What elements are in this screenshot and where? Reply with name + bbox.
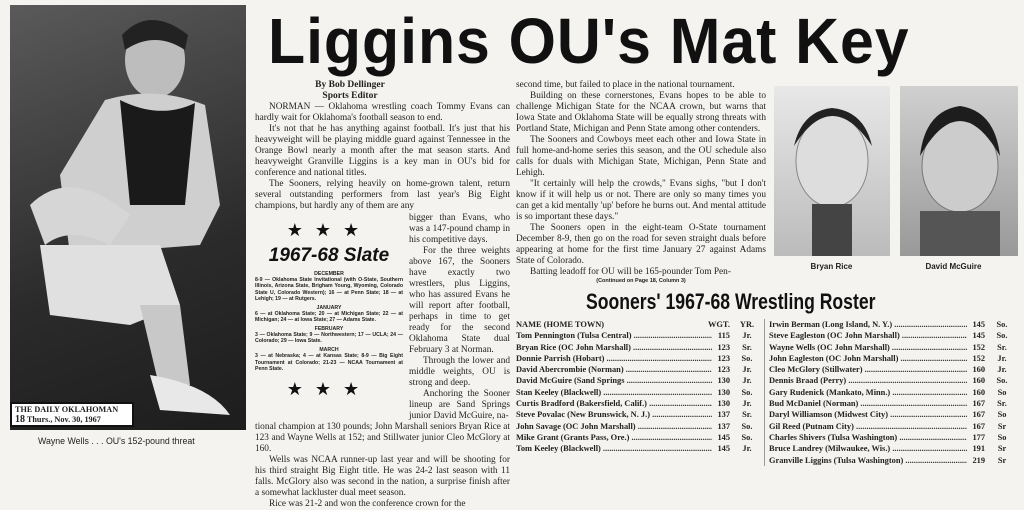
masthead-date: Thurs., Nov. 30, 1967 [26, 414, 101, 424]
roster-row [769, 353, 1019, 364]
roster-name: Curtis Bradford (Bakersfield, Calif.) ..... [516, 398, 712, 409]
roster-row [769, 398, 1019, 409]
article-paragraph: bigger than Evans, who was a 147-pound champ in his competitive days. [409, 213, 510, 245]
slate-schedule [255, 271, 403, 372]
roster-year: Jr. [742, 331, 752, 341]
roster-year: So. [741, 387, 753, 397]
roster-year: Sr. [997, 342, 1007, 352]
roster-weight: 145 [972, 320, 985, 329]
portrait-david-mcguire [900, 86, 1018, 256]
roster-row [769, 364, 1019, 375]
roster-name: Steve Eagleston (OC John Marshall) ..... [769, 330, 967, 341]
portrait-face-icon [774, 86, 890, 256]
slate-title: 1967-68 Slate [268, 245, 390, 266]
masthead-paper: THE DAILY OKLAHOMAN [15, 405, 119, 414]
roster-weight: 160 [972, 387, 985, 397]
article-paragraph: second time, but failed to place in the national tournament. [516, 80, 735, 90]
roster-row [769, 375, 1019, 386]
portrait-bryan-rice [774, 86, 890, 256]
roster-left-column [516, 319, 764, 466]
roster-year: Sr. [742, 342, 752, 352]
article-column-1-narrow [409, 213, 510, 422]
schedule-month: DECEMBER [314, 271, 344, 277]
roster-year: Sr [997, 444, 1007, 454]
header-weight: WGT. [708, 320, 730, 329]
article-paragraph: Building on these cornerstones, Evans hopes to be able to challenge Michigan State for the NCAA crown, but warns that Iowa State and Oklahoma State will be equally strong threats with Portland State, Michigan and Penn State among other contenders. [516, 91, 766, 134]
roster-name: Bryan Rice (OC John Marshall) ..... [516, 342, 712, 353]
slate-box [255, 213, 403, 400]
byline-author: By Bob Dellinger [315, 80, 385, 90]
photo-caption: Wayne Wells . . . OU's 152-pound threat [38, 436, 195, 446]
roster-year: So [997, 432, 1007, 442]
roster-name: John Savage (OC John Marshall) ..... [516, 421, 712, 432]
article-paragraph: The Sooners open in the eight-team O-State tournament December 8-9, then go on the road for seven straight duals before appearing at home for the first time January 27 against Adams State of Colorado. [516, 223, 766, 266]
article-and-portraits [516, 80, 1020, 285]
roster-name: David McGuire (Sand Springs ..... [516, 375, 712, 386]
roster-name: Charles Shivers (Tulsa Washington) ..... [769, 432, 967, 443]
roster-weight: 123 [717, 365, 730, 375]
roster-name: Bruce Landrey (Milwaukee, Wis.) ..... [769, 443, 967, 454]
roster-row [769, 432, 1019, 443]
byline-title: Sports Editor [322, 91, 378, 101]
roster-row [769, 330, 1019, 341]
roster-name: Dennis Braad (Perry) ..... [769, 375, 967, 386]
portrait-face-icon [900, 86, 1018, 256]
schedule-text: 3 — Oklahoma State; 9 — Northwestern; 17 — UCLA; 24 — Colorado; 29 — Iowa State. [255, 331, 403, 345]
roster-row [769, 342, 1019, 353]
roster-name: Tom Pennington (Tulsa Central) ..... [516, 330, 712, 341]
roster-row [516, 375, 764, 386]
roster-weight: 130 [717, 399, 730, 409]
roster-name: Wayne Wells (OC John Marshall) ..... [769, 342, 967, 353]
roster-weight: 167 [972, 421, 985, 431]
schedule-month: JANUARY [316, 305, 342, 312]
roster-row [769, 409, 1019, 420]
roster-name: David Abercrombie (Norman) ..... [516, 364, 712, 375]
portrait-caption: David McGuire [925, 262, 982, 271]
roster-weight: 123 [717, 342, 730, 352]
roster-weight: 130 [717, 376, 730, 386]
headline: Liggins OU's Mat Key [268, 5, 910, 77]
roster-name: Irwin Berman (Long Island, N. Y.) ..... [769, 319, 967, 330]
roster-weight: 137 [717, 410, 730, 420]
continued-note: (Continued on Page 18, Column 3) [596, 278, 686, 284]
roster-row [769, 443, 1019, 454]
roster-row [516, 387, 764, 398]
roster-row [516, 353, 764, 364]
stars-divider: ★★★ [286, 220, 372, 240]
article-paragraph: NORMAN — Oklahoma wrestling coach Tommy Evans can hardly wait for Oklahoma's football season to end. [255, 102, 510, 123]
roster-row [516, 421, 764, 432]
roster-name: Daryl Williamson (Midwest City) ..... [769, 409, 967, 420]
article-paragraph: tional champion at 130 pounds; John Marshall seniors Bryan Rice at 123 and Wayne Wells at 152; and Stillwater junior Cleo McGlory at 160. [255, 422, 510, 454]
article-paragraph: Wells was NCAA runner-up last year and will be shooting for his third straight Big Eight title. He was 24-2 last season with 11 falls. McGlory also was second in the nation, a surprise finish after a somewhat lackluster dual meet season. [255, 455, 510, 498]
roster-row [769, 387, 1019, 398]
roster-name: Gil Reed (Putnam City) ..... [769, 421, 967, 432]
stars-divider: ★★★ [286, 379, 372, 400]
schedule-month: FEBRUARY [314, 325, 344, 332]
article-paragraph: For the three weights above 167, the Sooners have exactly two wrestlers, plus Liggins, who has assured Evans he will report after football, perhaps in time to get ready for the second Oklahoma State dual February 3 at Norman. [409, 246, 510, 355]
roster-year: So. [741, 432, 753, 442]
article-paragraph: Batting leadoff for OU will be 165-pounder Tom Pen- [530, 267, 731, 277]
roster-weight: 152 [972, 342, 985, 352]
article-paragraph: The Sooners and Cowboys meet each other and Iowa State in full home-and-home series this season, and the OU schedule also calls for duals with Michigan State, Michigan, Penn State and Lehigh. [516, 135, 766, 178]
roster-row [516, 432, 764, 443]
roster-year: So [997, 387, 1007, 397]
roster-weight: 167 [972, 410, 985, 420]
article-column-2 [516, 80, 766, 285]
wrestler-photo-wayne-wells [10, 5, 246, 430]
header-name: NAME (HOME TOWN) [516, 320, 605, 329]
roster-year: Jr. [742, 444, 752, 454]
roster-weight: 130 [717, 387, 730, 397]
header-year: YR. [739, 320, 755, 329]
roster-weight: 160 [972, 376, 985, 386]
roster-row [516, 409, 764, 420]
schedule-text: 3 — at Nebraska; 4 — at Kansas State; 8-9 — Big Eight Tournament at Colorado; 21-23 — NCAA Tournament at Penn State. [255, 353, 403, 372]
schedule-text: 6 — at Oklahoma State; 20 — at Michigan State; 22 — at Michigan; 24 — at Iowa State; 27 — Adams State. [255, 311, 403, 324]
masthead-page: 18 [15, 413, 25, 425]
roster-year: So. [741, 353, 753, 363]
roster-name: Granville Liggins (Tulsa Washington) ..... [769, 455, 967, 466]
roster-year: Jr. [742, 365, 752, 375]
roster-weight: 145 [717, 432, 730, 442]
roster-weight: 219 [972, 455, 985, 465]
article-paragraph: The Sooners, relying heavily on home-grown talent, return several outstanding performers from last year's Big Eight champions, but hardly any of them are any [255, 179, 510, 211]
roster-name: Tom Keeley (Blackwell) ..... [516, 443, 712, 454]
schedule-month: MARCH [319, 347, 339, 354]
roster-row [769, 421, 1019, 432]
roster-row [516, 342, 764, 353]
article-paragraph: Rice was 21-2 and won the conference crown for the [269, 499, 466, 509]
roster-name: Mike Grant (Grants Pass, Ore.) ..... [516, 432, 712, 443]
roster-header [516, 319, 764, 330]
roster-year: So. [996, 320, 1008, 329]
roster-year: Jr. [742, 376, 752, 386]
column-divider [764, 319, 765, 466]
roster-weight: 145 [972, 331, 985, 341]
roster-weight: 152 [972, 353, 985, 363]
roster-name: John Eagleston (OC John Marshall) ..... [769, 353, 967, 364]
roster-year: So. [996, 376, 1008, 386]
roster-weight: 191 [972, 444, 985, 454]
roster-row [769, 455, 1019, 466]
roster-row [516, 364, 764, 375]
roster-year: Sr [997, 421, 1007, 431]
roster-title: Sooners' 1967-68 Wrestling Roster [586, 289, 876, 314]
roster-year: So [997, 410, 1007, 420]
roster-name: Gary Rudenick (Mankato, Minn.) ..... [769, 387, 967, 398]
roster-name: Stan Keeley (Blackwell) ..... [516, 387, 712, 398]
roster-row [769, 319, 1019, 330]
roster-row [516, 398, 764, 409]
roster-name: Donnie Parrish (Hobart) ..... [516, 353, 712, 364]
roster-year: Sr [997, 455, 1007, 465]
roster-weight: 123 [717, 353, 730, 363]
right-region [516, 80, 1020, 466]
schedule-text: 8-9 — Oklahoma State Invitational (with O-State, Southern Illinois, Arizona State, Brigham Young, Wyoming, Colorado State U, Colorado Western); 16 — at Penn State; 18 — at Lehigh; 19 — at Rutgers. [255, 277, 403, 302]
roster-weight: 115 [717, 331, 730, 341]
roster-year: Jr. [997, 365, 1007, 375]
roster-name: Steve Povalac (New Brunswick, N. J.) ..... [516, 409, 712, 420]
article-paragraph: It's not that he has anything against football. It's just that his heavyweight will be playing middle guard against Tennessee in the Orange Bowl nearly a month after the mat season starts. And heavyweight Granville Liggins is a key man in OU's bid for conference and national titles. [255, 124, 510, 178]
roster-weight: 160 [972, 365, 985, 375]
article-paragraph: Anchoring the Sooner lineup are Sand Springs junior David McGuire, na- [409, 389, 510, 421]
roster-name: Cleo McGlory (Stillwater) ..... [769, 364, 967, 375]
article-column-1 [255, 80, 510, 510]
portrait-caption: Bryan Rice [810, 262, 853, 271]
roster-year: So. [996, 331, 1008, 341]
roster-weight: 177 [972, 432, 985, 442]
roster-weight: 137 [717, 421, 730, 431]
roster-year: Jr. [997, 353, 1007, 363]
article-paragraph: "It certainly will help the crowds," Evans sighs, "but I don't know if it will help us or not. There are only so many times you can get a kid mentally 'up' before he burns out. And mental attitude is so important these days." [516, 179, 766, 222]
roster-row [516, 443, 764, 454]
roster-weight: 167 [972, 399, 985, 409]
wrestler-figure-icon [10, 5, 246, 430]
roster-year: Jr. [742, 399, 752, 409]
roster-year: Sr. [742, 410, 752, 420]
article-paragraph: Through the lower and middle weights, OU is strong and deep. [409, 356, 510, 388]
portraits [774, 80, 1018, 272]
roster-weight: 145 [717, 444, 730, 454]
roster-right-column [769, 319, 1019, 466]
roster-name: Bud McDaniel (Norman) ..... [769, 398, 967, 409]
slate-split [255, 213, 510, 422]
roster-row [516, 330, 764, 341]
roster-year: Sr. [997, 399, 1007, 409]
masthead-box [10, 402, 134, 427]
roster-year: So. [741, 421, 753, 431]
roster-table [516, 319, 1020, 466]
